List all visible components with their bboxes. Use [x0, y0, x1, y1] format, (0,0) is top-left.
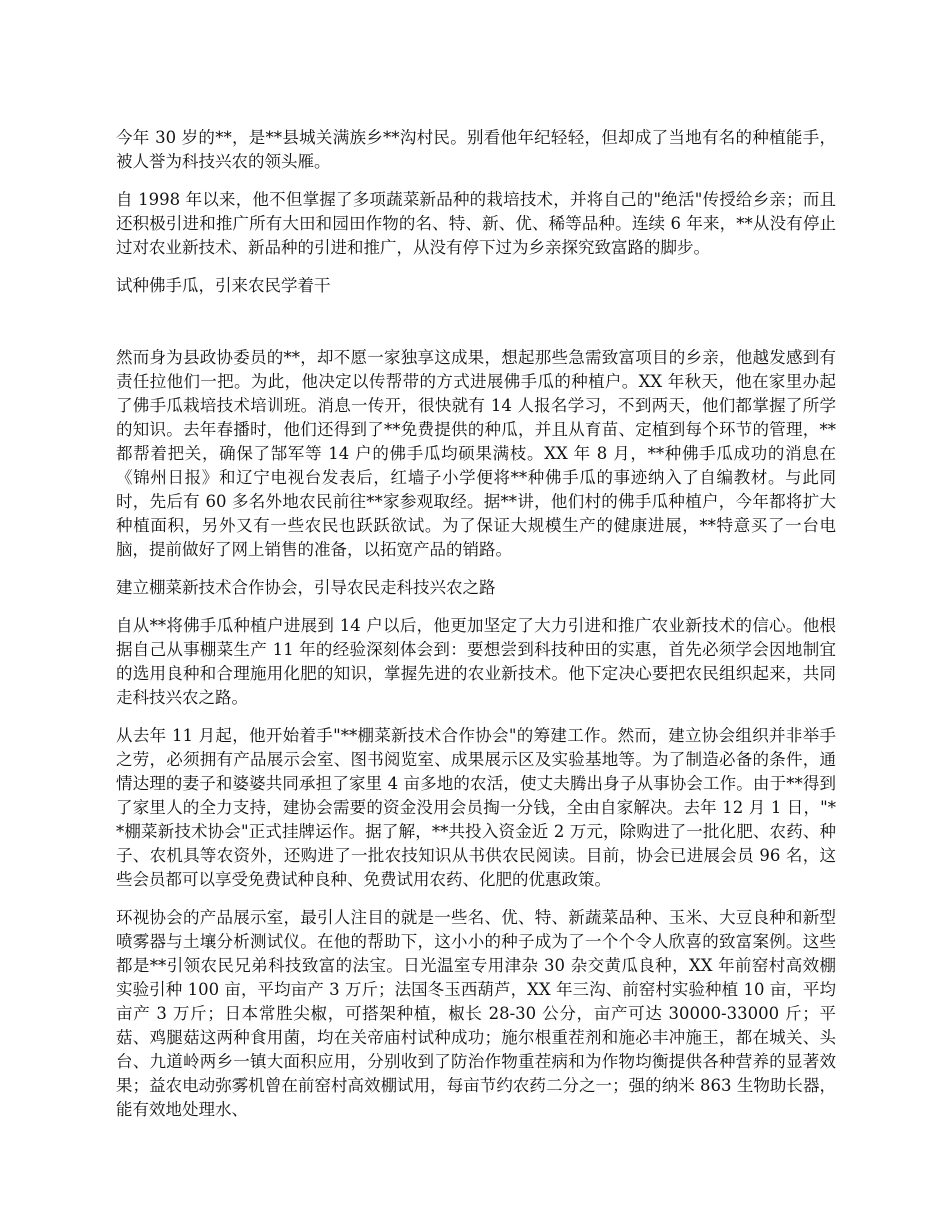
association-founding-paragraph: 从去年 11 月起，他开始着手"**棚菜新技术合作协会"的筹建工作。然而，建立协会组织并非举手之劳，必须拥有产品展示会室、图书阅览室、成果展示区及实验基地等。为了制造必备的条件，通情达理的妻子和婆婆共同承担了家里 4 亩多地的农活，使丈夫腾出身子从事协会工作。由于**得到了家里人的全力支持，建协会需要的资金没用会员掏一分钱，全由自家解决。去年 12 月 1 日，"**棚菜新技术协会"正式挂牌运作。据了解，**共投入资金近 2 万元，除购进了一批化肥、农药、种子、农机具等农资外，还购进了一批农技知识从书供农民阅读。目前，协会已进展会员 96 名，这些会员都可以享受免费试种良种、免费试用农药、化肥的优惠政策。 [116, 726, 836, 889]
section-heading-1: 试种佛手瓜，引来农民学着干 [116, 276, 331, 295]
intro-paragraph: 今年 30 岁的**，是**县城关满族乡**沟村民。别看他年纪轻轻，但却成了当地有名的种植能手，被人誉为科技兴农的领头雁。 [116, 128, 836, 171]
section-heading-2: 建立棚菜新技术合作协会，引导农民走科技兴农之路 [116, 578, 496, 597]
background-paragraph: 自 1998 年以来，他不但掌握了多项蔬菜新品种的栽培技术，并将自己的"绝活"传授给乡亲；而且还积极引进和推广所有大田和园田作物的名、特、新、优、稀等品种。连续 6 年来，**从没有停止过对农业新技术、新品种的引进和推广，从没有停下过为乡亲探究致富路的脚步。 [116, 190, 836, 257]
showroom-paragraph: 环视协会的产品展示室，最引人注目的就是一些名、优、特、新蔬菜品种、玉米、大豆良种和新型喷雾器与土壤分析测试仪。在他的帮助下，这小小的种子成为了一个个令人欣喜的致富案例。这些都是**引领农民兄弟科技致富的法宝。日光温室专用津杂 30 杂交黄瓜良种，XX 年前窑村高效棚实验引种 100 亩，平均亩产 3 万斤；法国冬玉西葫芦，XX 年三沟、前窑村实验种植 10 亩，平均亩产 3 万斤；日本常胜尖椒，可搭架种植，椒长 28-30 公分，亩产可达 30000-33000 斤；平菇、鸡腿菇这两种食用菌，均在关帝庙村试种成功；施尔根重茬剂和施必丰冲施王，都在城关、头台、九道岭两乡一镇大面积应用，分别收到了防治作物重茬病和为作物均衡提供各种营养的显著效果；益农电动弥雾机曾在前窑村高效棚试用，每亩节约农药二分之一；强的纳米 863 生物助长器，能有效地处理水、 [116, 908, 836, 1119]
blank-spacer [116, 312, 836, 346]
document-body [116, 126, 836, 1136]
melon-paragraph: 然而身为县政协委员的**，却不愿一家独享这成果，想起那些急需致富项目的乡亲，他越发感到有责任拉他们一把。为此，他决定以传帮带的方式进展佛手瓜的种植户。XX 年秋天，他在家里办起了佛手瓜栽培技术培训班。消息一传开，很快就有 14 人报名学习，不到两天，他们都掌握了所学的知识。去年春播时，他们还得到了**免费提供的种瓜，并且从育苗、定植到每个环节的管理，**都帮着把关，确保了郜军等 14 户的佛手瓜均硕果满枝。XX 年 8 月，**种佛手瓜成功的消息在《锦州日报》和辽宁电视台发表后，红墙子小学便将**种佛手瓜的事迹纳入了自编教材。与此同时，先后有 60 多名外地农民前往**家参观取经。据**讲，他们村的佛手瓜种植户，今年都将扩大种植面积，另外又有一些农民也跃跃欲试。为了保证大规模生产的健康进展，**特意买了一台电脑，提前做好了网上销售的准备，以拓宽产品的销路。 [116, 348, 836, 559]
association-intro-paragraph: 自从**将佛手瓜种植户进展到 14 户以后，他更加坚定了大力引进和推广农业新技术的信心。他根据自己从事棚菜生产 11 年的经验深刻体会到：要想尝到科技种田的实惠，首先必须学会因地制宜的选用良种和合理施用化肥的知识，掌握先进的农业新技术。他下定决心要把农民组织起来，共同走科技兴农之路。 [116, 616, 836, 707]
